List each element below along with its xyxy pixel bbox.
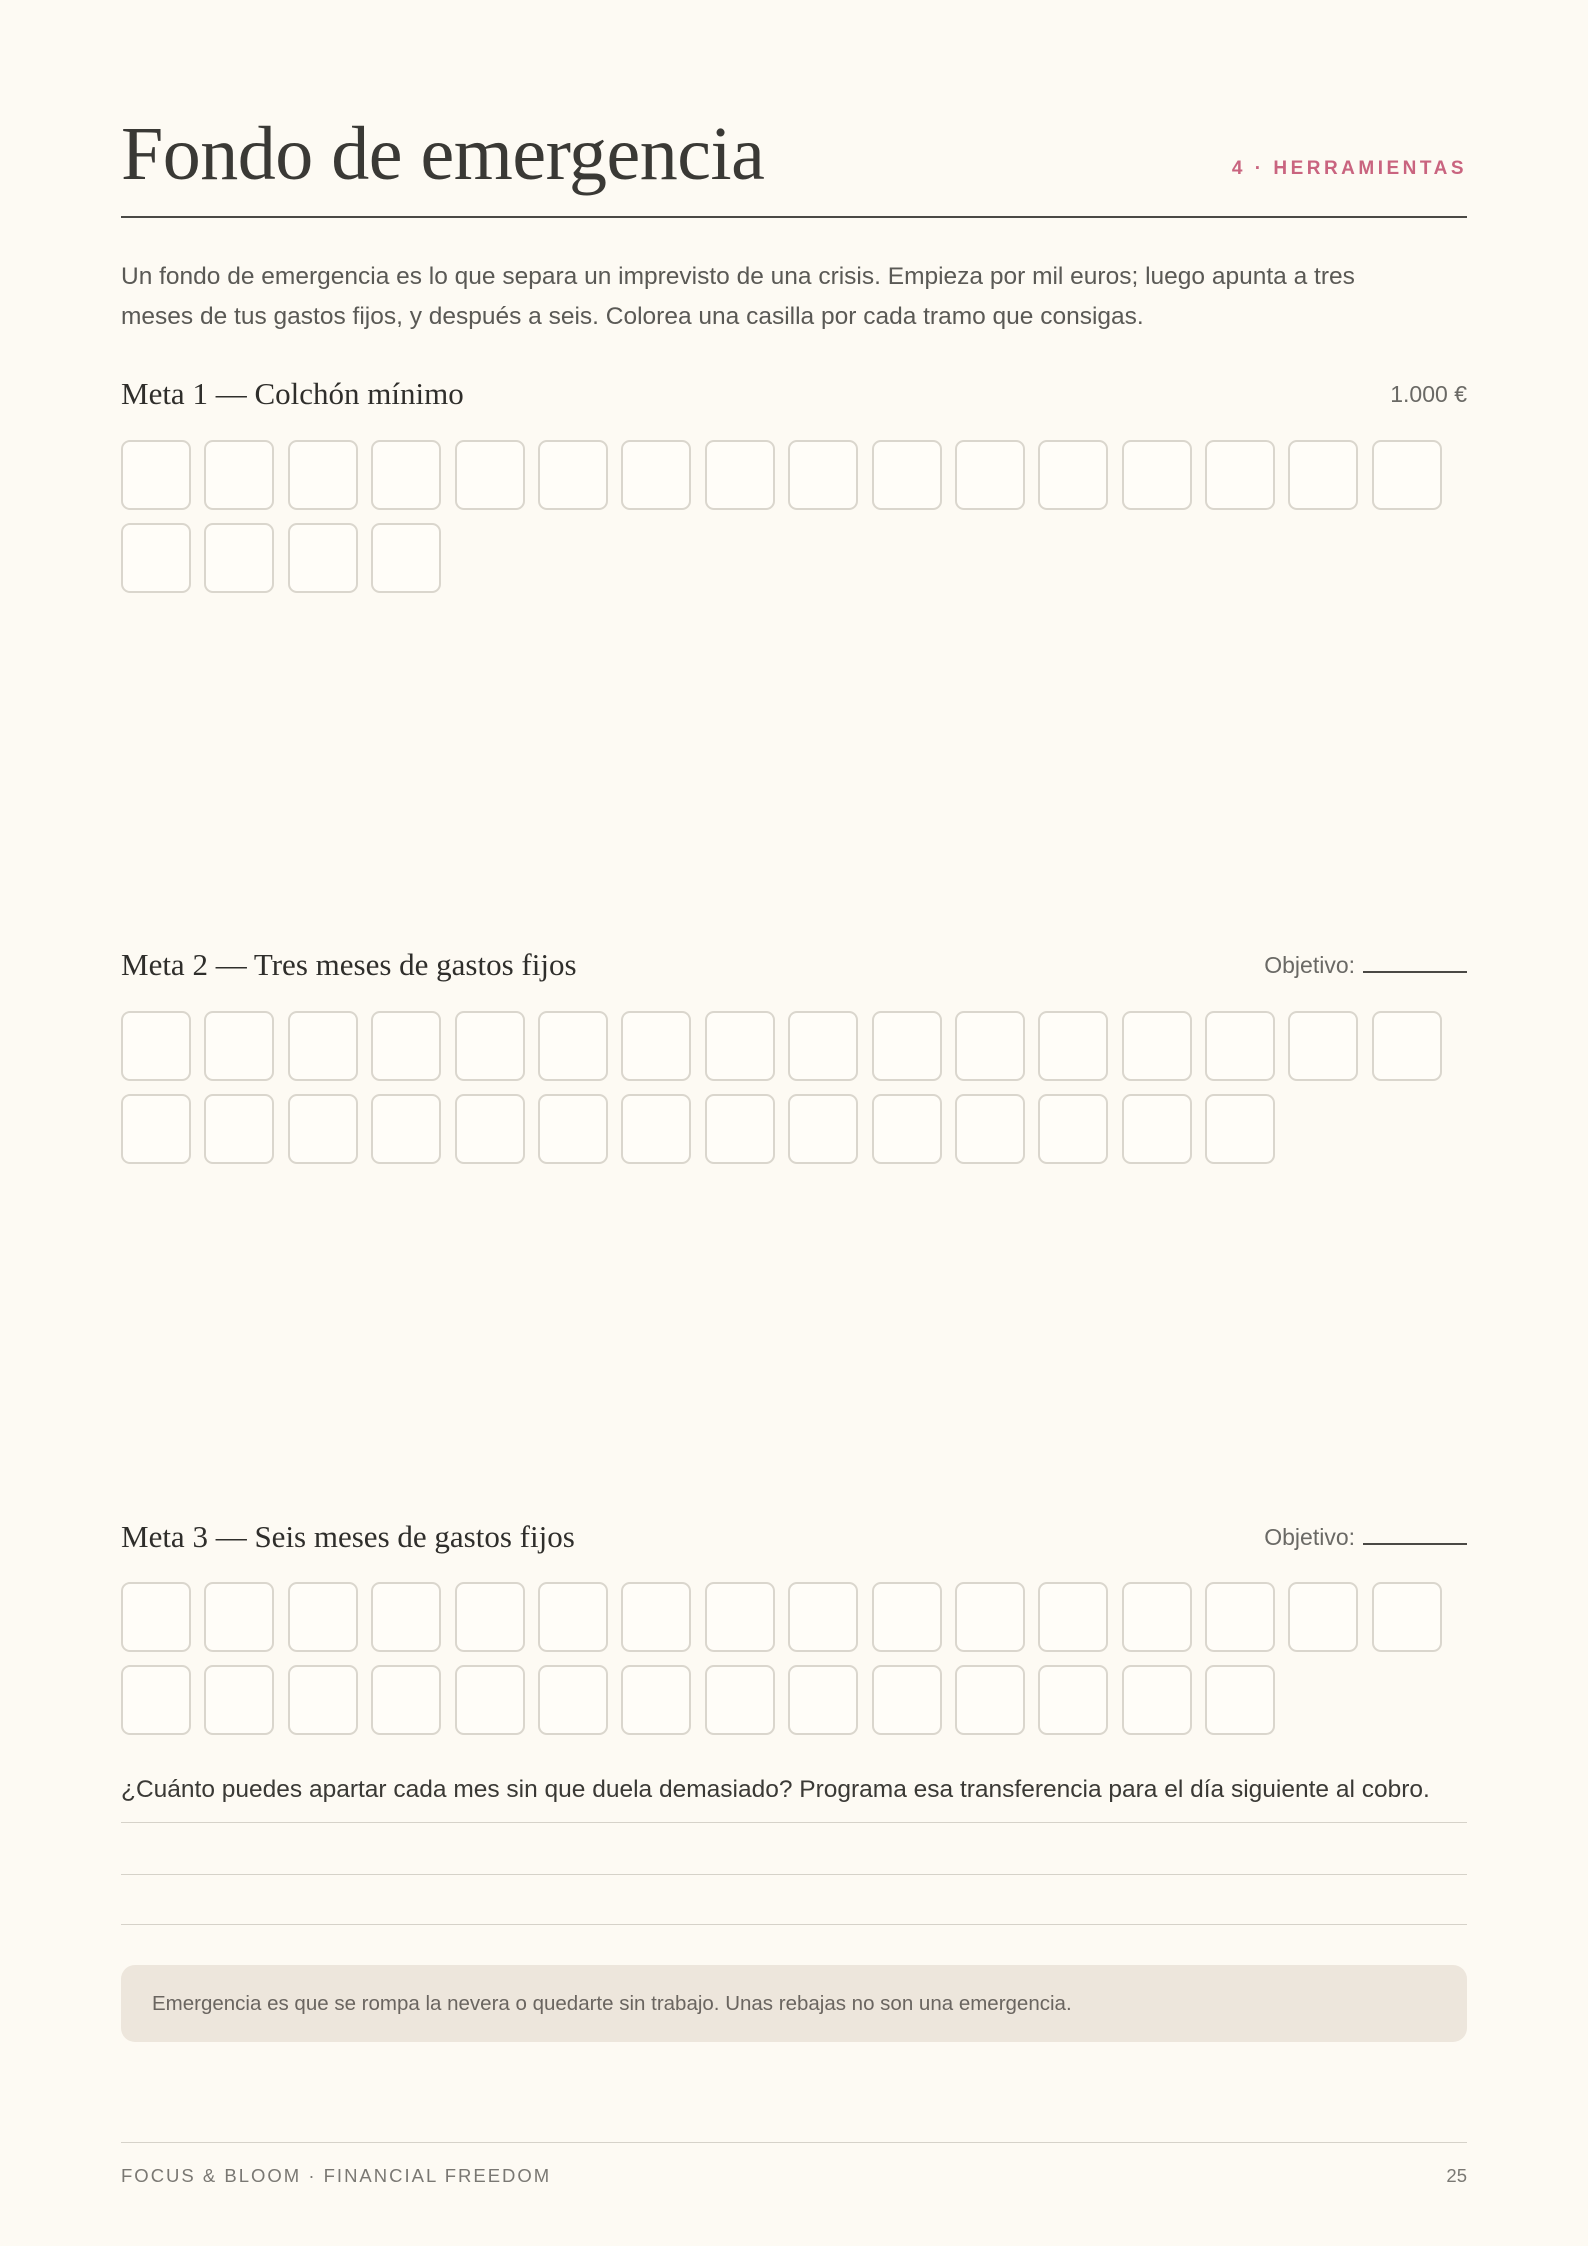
progress-box[interactable] xyxy=(1205,1665,1275,1735)
progress-box[interactable] xyxy=(1122,1011,1192,1081)
progress-box[interactable] xyxy=(955,1011,1025,1081)
goal-3-target-field[interactable] xyxy=(1363,1523,1467,1545)
progress-box[interactable] xyxy=(1122,1582,1192,1652)
progress-box[interactable] xyxy=(1038,1582,1108,1652)
progress-box[interactable] xyxy=(872,1665,942,1735)
progress-box[interactable] xyxy=(121,1094,191,1164)
writing-line[interactable] xyxy=(121,1822,1467,1823)
goal-3-box-grid xyxy=(121,1582,1467,1735)
progress-box[interactable] xyxy=(955,440,1025,510)
progress-box[interactable] xyxy=(121,1582,191,1652)
progress-box[interactable] xyxy=(1038,1094,1108,1164)
page-header xyxy=(121,108,1467,218)
goal-2-title: Meta 2 — Tres meses de gastos fijos xyxy=(121,947,577,982)
goal-3-title: Meta 3 — Seis meses de gastos fijos xyxy=(121,1519,575,1554)
goal-3-header xyxy=(121,1514,1467,1560)
progress-box[interactable] xyxy=(872,440,942,510)
footer-divider xyxy=(121,2142,1467,2143)
progress-box[interactable] xyxy=(705,440,775,510)
progress-box[interactable] xyxy=(204,440,274,510)
progress-box[interactable] xyxy=(371,1094,441,1164)
progress-box[interactable] xyxy=(872,1094,942,1164)
progress-box[interactable] xyxy=(121,523,191,593)
progress-box[interactable] xyxy=(1205,440,1275,510)
writing-line[interactable] xyxy=(121,1874,1467,1875)
progress-box[interactable] xyxy=(1038,440,1108,510)
progress-box[interactable] xyxy=(455,1094,525,1164)
goal-1-title: Meta 1 — Colchón mínimo xyxy=(121,376,464,411)
goal-1-header xyxy=(121,371,1467,417)
progress-box[interactable] xyxy=(1205,1011,1275,1081)
goal-2-target xyxy=(1264,948,1467,982)
progress-box[interactable] xyxy=(621,440,691,510)
goal-2-box-grid xyxy=(121,1011,1467,1164)
progress-box[interactable] xyxy=(538,440,608,510)
progress-box[interactable] xyxy=(1372,1582,1442,1652)
progress-box[interactable] xyxy=(872,1582,942,1652)
section-tag: 4 · HERRAMIENTAS xyxy=(1231,158,1467,179)
goal-2-header xyxy=(121,942,1467,988)
progress-box[interactable] xyxy=(788,1582,858,1652)
progress-box[interactable] xyxy=(204,1665,274,1735)
progress-box[interactable] xyxy=(121,1665,191,1735)
progress-box[interactable] xyxy=(705,1582,775,1652)
progress-box[interactable] xyxy=(371,1665,441,1735)
progress-box[interactable] xyxy=(872,1011,942,1081)
progress-box[interactable] xyxy=(705,1665,775,1735)
progress-box[interactable] xyxy=(1122,440,1192,510)
progress-box[interactable] xyxy=(1288,1582,1358,1652)
progress-box[interactable] xyxy=(1038,1665,1108,1735)
progress-box[interactable] xyxy=(288,1094,358,1164)
progress-box[interactable] xyxy=(371,1582,441,1652)
progress-box[interactable] xyxy=(455,1665,525,1735)
goal-3-target xyxy=(1264,1520,1467,1554)
progress-box[interactable] xyxy=(955,1094,1025,1164)
progress-box[interactable] xyxy=(1205,1582,1275,1652)
progress-box[interactable] xyxy=(1205,1094,1275,1164)
reflection-question: ¿Cuánto puedes apartar cada mes sin que duela demasiado? Programa esa transferencia para el día siguiente al cobro. xyxy=(121,1776,1430,1803)
progress-box[interactable] xyxy=(1122,1665,1192,1735)
progress-box[interactable] xyxy=(288,523,358,593)
progress-box[interactable] xyxy=(204,523,274,593)
progress-box[interactable] xyxy=(621,1094,691,1164)
progress-box[interactable] xyxy=(288,440,358,510)
progress-box[interactable] xyxy=(788,1011,858,1081)
progress-box[interactable] xyxy=(538,1665,608,1735)
progress-box[interactable] xyxy=(371,523,441,593)
goal-1-box-grid xyxy=(121,440,1467,593)
progress-box[interactable] xyxy=(121,1011,191,1081)
progress-box[interactable] xyxy=(455,440,525,510)
progress-box[interactable] xyxy=(788,440,858,510)
progress-box[interactable] xyxy=(288,1665,358,1735)
footer-brand: FOCUS & BLOOM · FINANCIAL FREEDOM xyxy=(121,2165,552,2186)
progress-box[interactable] xyxy=(538,1582,608,1652)
page-title: Fondo de emergencia xyxy=(121,112,765,196)
progress-box[interactable] xyxy=(705,1094,775,1164)
progress-box[interactable] xyxy=(1288,1011,1358,1081)
progress-box[interactable] xyxy=(621,1665,691,1735)
progress-box[interactable] xyxy=(288,1582,358,1652)
writing-line[interactable] xyxy=(121,1924,1467,1925)
progress-box[interactable] xyxy=(371,440,441,510)
goal-1-amount: 1.000 € xyxy=(1390,381,1467,407)
tip-note xyxy=(121,1965,1467,2042)
tip-note-text: Emergencia es que se rompa la nevera o quedarte sin trabajo. Unas rebajas no son una emergencia. xyxy=(152,1992,1072,2015)
progress-box[interactable] xyxy=(455,1011,525,1081)
progress-box[interactable] xyxy=(621,1011,691,1081)
progress-box[interactable] xyxy=(204,1582,274,1652)
progress-box[interactable] xyxy=(1372,1011,1442,1081)
progress-box[interactable] xyxy=(1288,440,1358,510)
progress-box[interactable] xyxy=(1038,1011,1108,1081)
progress-box[interactable] xyxy=(538,1011,608,1081)
progress-box[interactable] xyxy=(204,1094,274,1164)
progress-box[interactable] xyxy=(955,1582,1025,1652)
progress-box[interactable] xyxy=(1122,1094,1192,1164)
progress-box[interactable] xyxy=(121,440,191,510)
goal-2-target-field[interactable] xyxy=(1363,951,1467,973)
progress-box[interactable] xyxy=(1372,440,1442,510)
progress-box[interactable] xyxy=(955,1665,1025,1735)
goal-2-target-label: Objetivo: xyxy=(1264,952,1355,978)
page-number: 25 xyxy=(1446,2165,1467,2186)
progress-box[interactable] xyxy=(788,1094,858,1164)
progress-box[interactable] xyxy=(455,1582,525,1652)
progress-box[interactable] xyxy=(538,1094,608,1164)
progress-box[interactable] xyxy=(788,1665,858,1735)
progress-box[interactable] xyxy=(621,1582,691,1652)
progress-box[interactable] xyxy=(371,1011,441,1081)
worksheet-page xyxy=(121,0,1467,2246)
progress-box[interactable] xyxy=(204,1011,274,1081)
intro-paragraph: Un fondo de emergencia es lo que separa un imprevisto de una crisis. Empieza por mil euros; luego apunta a tres meses de tus gastos fijos, y después a seis. Colorea una casilla por cada tramo que consigas. xyxy=(121,263,1355,330)
progress-box[interactable] xyxy=(705,1011,775,1081)
progress-box[interactable] xyxy=(288,1011,358,1081)
goal-3-target-label: Objetivo: xyxy=(1264,1524,1355,1550)
